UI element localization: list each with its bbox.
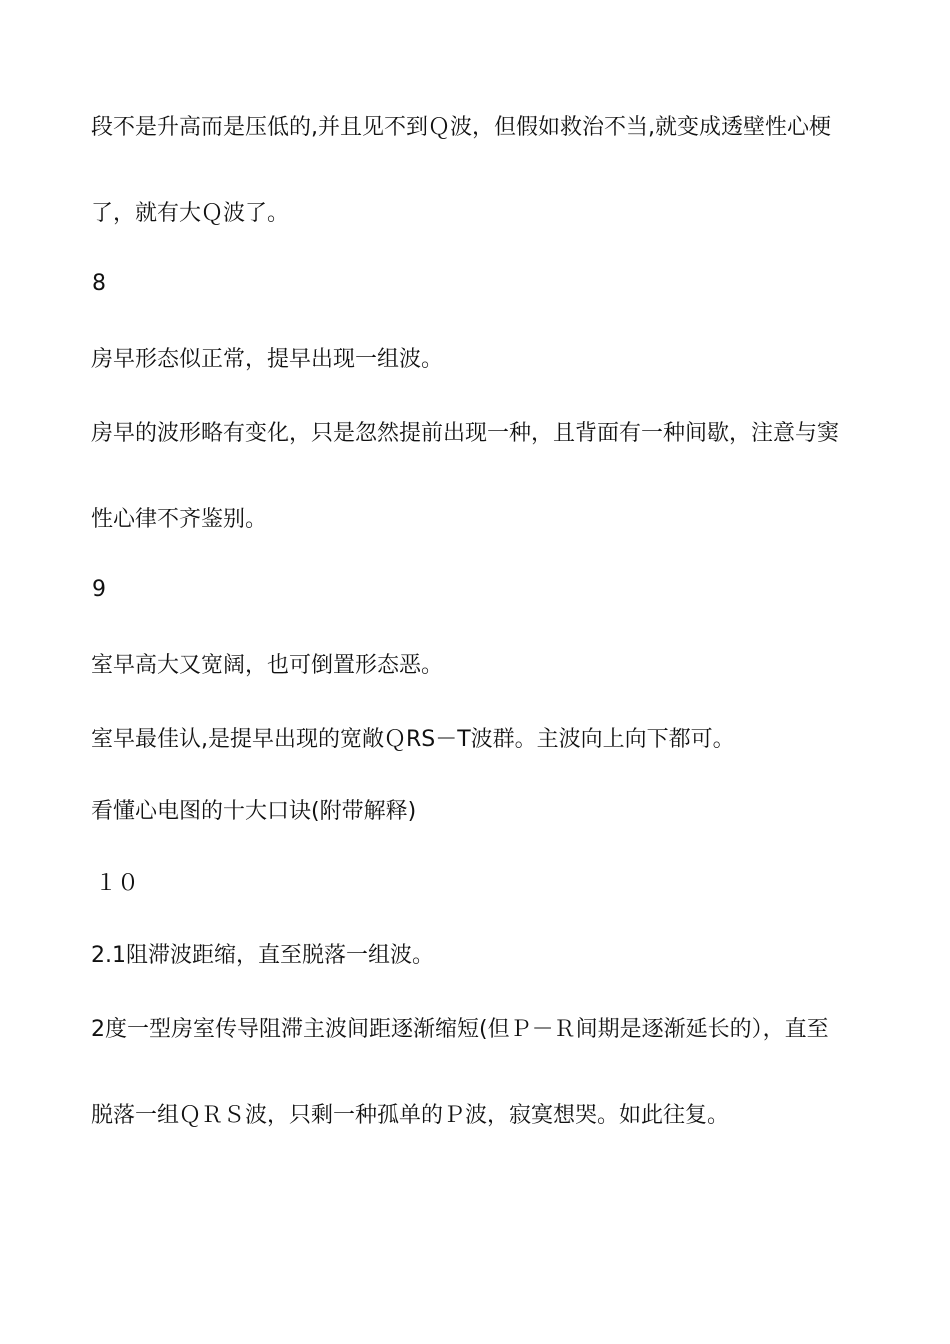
paragraph-line: 房早的波形略有变化，只是忽然提前出现一种，且背面有一种间歇，注意与窦 [91,421,840,446]
paragraph-line: 段不是升高而是压低的,并且见不到Ｑ波，但假如救治不当,就变成透壁性心梗 [91,115,831,140]
section-number: １０ [95,871,140,896]
paragraph-line: 房早形态似正常，提早出现一组波。 [91,347,444,372]
paragraph-line: 了，就有大Ｑ波了。 [91,201,290,226]
paragraph-line: 性心律不齐鉴别。 [91,507,268,532]
paragraph-line: 室早最佳认,是提早出现的宽敞ＱRS－T波群。主波向上向下都可。 [91,727,735,752]
section-number: 9 [92,577,106,602]
paragraph-line: 2.1阻滞波距缩，直至脱落一组波。 [91,943,434,968]
section-number: 8 [92,271,106,296]
paragraph-line: 看懂心电图的十大口诀(附带解释) [91,799,417,824]
paragraph-line: 2度一型房室传导阻滞主波间距逐渐缩短(但Ｐ－Ｒ间期是逐渐延长的），直至 [91,1017,829,1042]
paragraph-line: 室早高大又宽阔，也可倒置形态恶。 [91,653,444,678]
paragraph-line: 脱落一组ＱＲＳ波，只剩一种孤单的Ｐ波，寂寞想哭。如此往复。 [91,1103,730,1128]
